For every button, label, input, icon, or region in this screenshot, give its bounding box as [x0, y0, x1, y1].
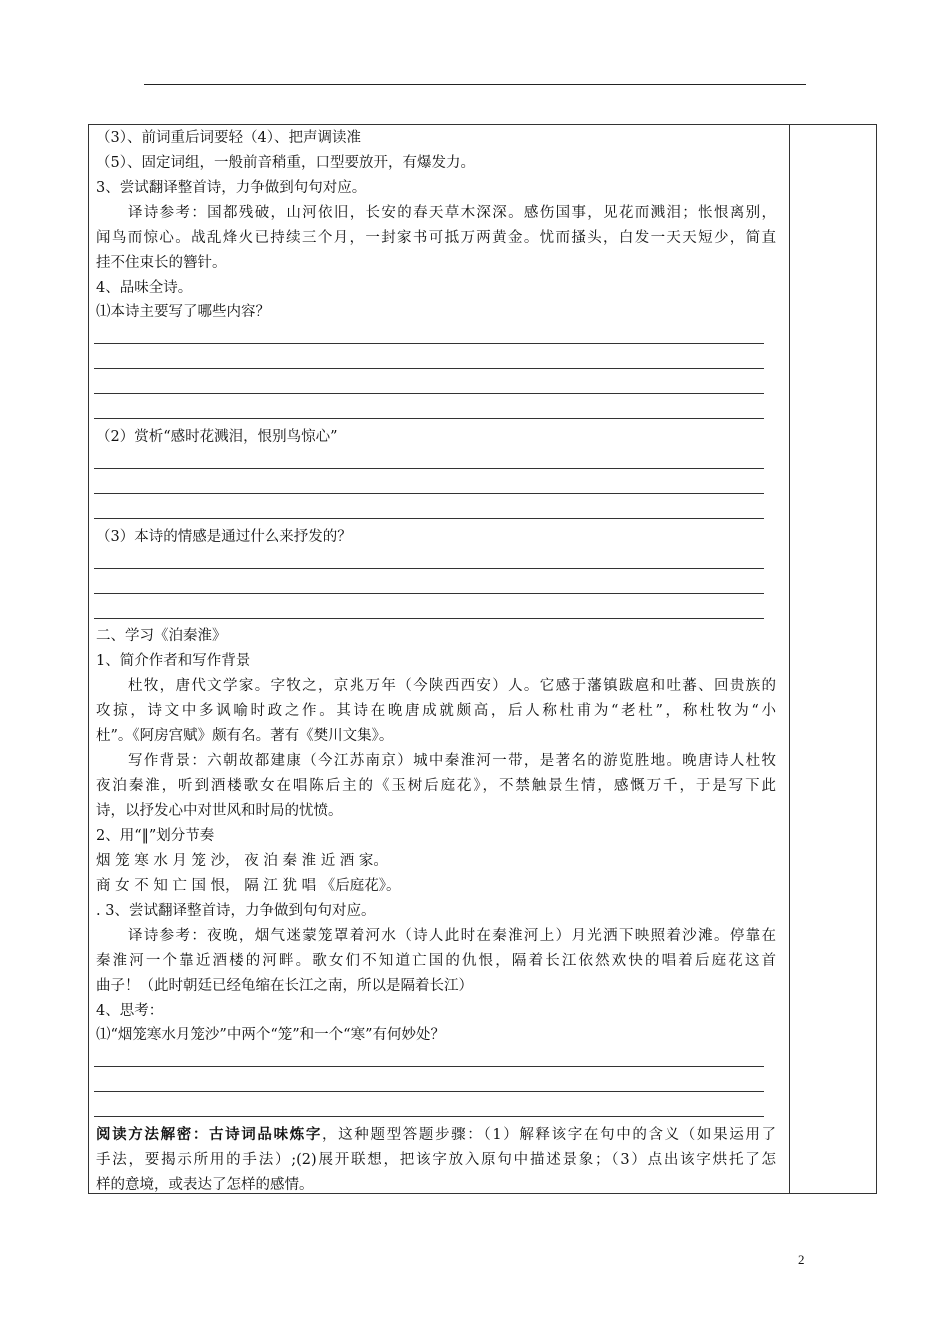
method-line-2: 手法，要揭示所用的手法）;(2)展开联想，把该字放入原句中描述景象；（3）点出该字烘托了怎 — [96, 1152, 776, 1168]
question-1: ⑴本诗主要写了哪些内容？ — [96, 304, 270, 320]
text-line: 夜泊秦淮，听到酒楼歌女在唱陈后主的《玉树后庭花》，不禁触景生情，感慨万千，于是写下此 — [96, 778, 776, 794]
text-line: 秦淮河一个靠近酒楼的河畔。歌女们不知道亡国的仇恨，隔着长江依然欢快的唱着后庭花这首 — [96, 953, 776, 969]
text-line: 译诗参考：国都残破，山河依旧，长安的春天草木深深。感伤国事，见花而溅泪；怅恨离别， — [128, 205, 776, 221]
answer-line — [94, 493, 764, 494]
answer-line — [94, 568, 764, 569]
answer-line — [94, 593, 764, 594]
method-line-1 — [96, 1125, 776, 1145]
text-line: 写作背景：六朝故都建康（今江苏南京）城中秦淮河一带，是著名的游览胜地。晚唐诗人杜牧 — [128, 753, 776, 769]
method-line-3: 样的意境，或表达了怎样的感情。 — [96, 1177, 314, 1193]
answer-line — [94, 343, 764, 344]
text-line: 3、尝试翻译整首诗，力争做到句句对应。 — [96, 180, 367, 196]
question-3: （3）本诗的情感是通过什么来抒发的？ — [96, 529, 352, 545]
answer-line — [94, 418, 764, 419]
answer-line — [94, 368, 764, 369]
text-line: （3）、前词重后词要轻（4）、把声调读准 — [96, 130, 361, 146]
poem-line: 商 女 不 知 亡 国 恨， 隔 江 犹 唱 《后庭花》。 — [96, 878, 401, 894]
answer-line — [94, 518, 764, 519]
section-heading: 二、学习《泊秦淮》 — [96, 628, 227, 644]
text-line: 1、简介作者和写作背景 — [96, 653, 251, 669]
text-line: （5）、固定词组，一般前音稍重，口型要放开，有爆发力。 — [96, 155, 475, 171]
text-line: 2、用“‖”划分节奏 — [96, 828, 215, 844]
text-line: 杜”。《阿房宫赋》颇有名。著有《樊川文集》。 — [96, 728, 394, 744]
text-line: 诗，以抒发心中对世风和时局的忧愤。 — [96, 803, 343, 819]
poem-line: 烟 笼 寒 水 月 笼 沙， 夜 泊 秦 淮 近 酒 家。 — [96, 853, 388, 869]
answer-line — [94, 1116, 764, 1117]
answer-line — [94, 1066, 764, 1067]
text-line: . 3、尝试翻译整首诗，力争做到句句对应。 — [96, 903, 376, 919]
text-line: 攻掠，诗文中多讽喻时政之作。其诗在晚唐成就颇高，后人称杜甫为“老杜”，称杜牧为“小 — [96, 703, 776, 719]
page-number: 2 — [798, 1252, 805, 1267]
method-text: ，这种题型答题步骤：（1）解释该字在句中的含义（如果运用了 — [322, 1127, 776, 1143]
method-title: 阅读方法解密：古诗词品味炼字 — [96, 1126, 323, 1143]
text-line: 曲子！（此时朝廷已经龟缩在长江之南，所以是隔着长江） — [96, 978, 473, 994]
text-line: 4、品味全诗。 — [96, 280, 193, 296]
text-line: 4、思考： — [96, 1003, 164, 1019]
question-think: ⑴“烟笼寒水月笼沙”中两个“笼”和一个“寒”有何妙处？ — [96, 1027, 445, 1043]
answer-line — [94, 618, 764, 619]
answer-line — [94, 468, 764, 469]
header-rule — [144, 84, 806, 85]
text-line: 杜牧，唐代文学家。字牧之，京兆万年（今陕西西安）人。它感于藩镇跋扈和吐蕃、回贵族的 — [128, 678, 776, 694]
text-line: 闻鸟而惊心。战乱烽火已持续三个月，一封家书可抵万两黄金。忧而搔头，白发一天天短少，简直 — [96, 230, 776, 246]
answer-line — [94, 1091, 764, 1092]
answer-line — [94, 393, 764, 394]
column-divider — [789, 124, 790, 1194]
text-line: 译诗参考：夜晚，烟气迷蒙笼罩着河水（诗人此时在秦淮河上）月光洒下映照着沙滩。停靠在 — [128, 928, 776, 944]
text-line: 挂不住束长的簪针。 — [96, 255, 227, 271]
question-2: （2）赏析“感时花溅泪，恨别鸟惊心” — [96, 429, 338, 445]
